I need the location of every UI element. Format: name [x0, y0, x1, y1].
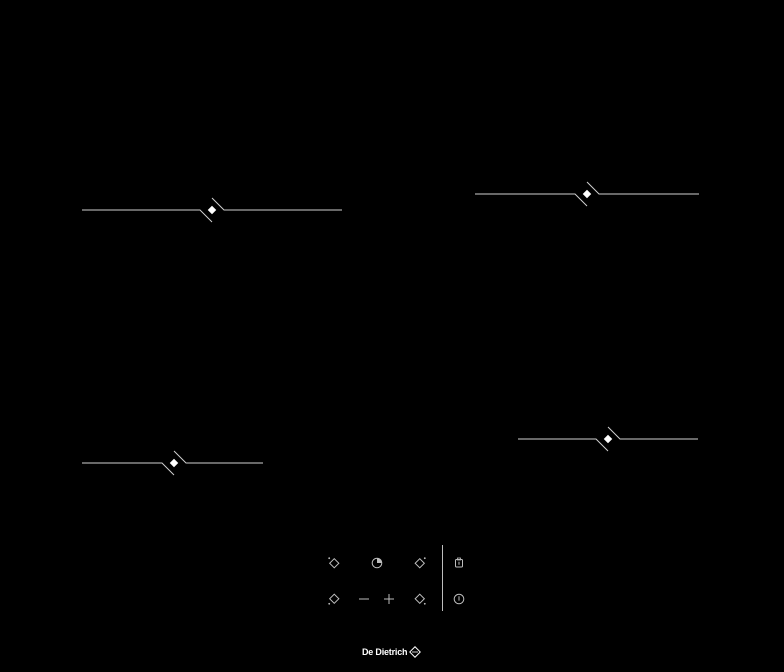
minus-button[interactable]	[353, 588, 375, 610]
zone-marker-upper-left[interactable]	[82, 195, 344, 225]
zone-select-bottom-left-icon	[327, 592, 341, 606]
zone-select-top-right-button[interactable]	[409, 552, 431, 574]
plus-button[interactable]	[378, 588, 400, 610]
zone-indicator-icon	[583, 190, 591, 198]
control-divider	[442, 545, 443, 611]
minus-icon	[357, 592, 371, 606]
power-button[interactable]	[448, 588, 470, 610]
lock-button[interactable]	[448, 552, 470, 574]
zone-select-top-right-icon	[413, 556, 427, 570]
zone-select-bottom-right-button[interactable]	[409, 588, 431, 610]
brand-name: De Dietrich	[362, 647, 408, 657]
timer-icon	[370, 556, 384, 570]
zone-indicator-icon	[170, 459, 178, 467]
zone-select-bottom-right-icon	[413, 592, 427, 606]
zone-indicator-icon	[604, 435, 612, 443]
zone-select-top-left-icon	[327, 556, 341, 570]
lock-icon	[452, 556, 466, 570]
timer-button[interactable]	[366, 552, 388, 574]
zone-marker-lower-right[interactable]	[518, 424, 700, 454]
plus-icon	[382, 592, 396, 606]
zone-select-top-left-button[interactable]	[323, 552, 345, 574]
power-icon	[452, 592, 466, 606]
zone-marker-lower-left[interactable]	[82, 448, 266, 478]
brand-logo	[362, 644, 421, 660]
zone-select-bottom-left-button[interactable]	[323, 588, 345, 610]
brand-emblem-icon	[409, 646, 421, 658]
zone-indicator-icon	[208, 206, 216, 214]
zone-marker-upper-right[interactable]	[475, 179, 701, 209]
